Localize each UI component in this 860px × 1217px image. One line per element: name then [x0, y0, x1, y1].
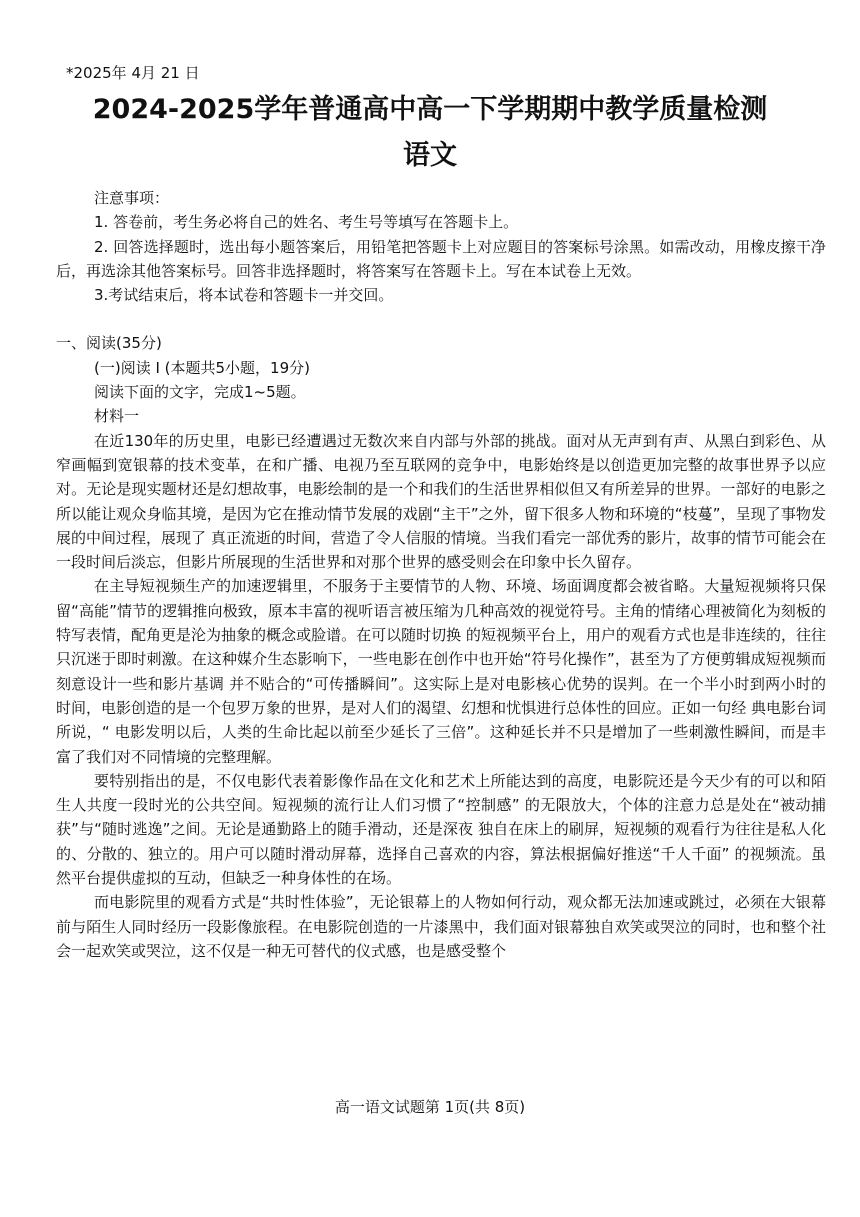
exam-date: *2025年 4月 21 日: [66, 64, 200, 82]
material-label: 材料一: [94, 407, 140, 426]
passage-paragraph: 而电影院里的观看方式是“共时性体验”，无论银幕上的人物如何行动，观众都无法加速或跳过，必须在大银幕前与陌生人同时经历一段影像旅程。在电影院创造的一片漆黑中，我们面对银幕独自欢笑或哭泣的同时，也和整个社会一起欢笑或哭泣，这不仅是一种无可替代的仪式感，也是感受整个: [56, 893, 826, 960]
section-instruction: 阅读下面的文字，完成1~5题。: [94, 383, 306, 402]
passage-paragraph: 在主导短视频生产的加速逻辑里，不服务于主要情节的人物、环境、场面调度都会被省略。大量短视频将只保留“高能”情节的逻辑推向极致，原本丰富的视听语言被压缩为几种高效的视觉符号。主角的情绪心理被简化为刻板的特写表情，配角更是沦为抽象的概念或脸谱。在可以随时切换 的短视频平台上，用户的观看方式也是非连续的，往往只沉迷于即时刺激。在这种媒介生态影响下，一些电影在创作中也开始“符号化操作”，甚至为了方便剪辑成短视频而刻意设计一些和影片基调 并不贴合的“可传播瞬间”。这实际上是对电影核心优势的误判。在一个半小时到两小时的时间，电影创造的是一个包罗万象的世界，是对人们的渴望、幻想和忧惧进行总体性的回应。正如一句经 典电影台词所说，“ 电影发明以后，人类的生命比起以前至少延长了三倍”。这种延长并不只是增加了一些刺激性瞬间，而是丰富了我们对不同情境的完整理解。: [56, 577, 826, 766]
page-footer: 高一语文试题第 1页(共 8页): [334, 1098, 526, 1116]
passage-paragraph: 在近130年的历史里，电影已经遭遇过无数次来自内部与外部的挑战。面对从无声到有声、从黑白到彩色、从窄画幅到宽银幕的技术变革，在和广播、电视乃至互联网的竞争中，电影始终是以创造更加完整的故事世界予以应对。无论是现实题材还是幻想故事，电影绘制的是一个和我们的生活世界相似但又有所差异的世界。一部好的电影之所以能让观众身临其境，是因为它在推动情节发展的戏剧“主干”之外，留下很多人物和环境的“枝蔓”，呈现了事物发展的中间过程，展现了 真正流逝的时间，营造了令人信服的情境。当我们看完一部优秀的影片，故事的情节可能会在一段时间后淡忘，但影片所展现的生活世界和对那个世界的感受则会在印象中长久留存。: [56, 431, 826, 572]
exam-body: [56, 186, 826, 963]
note-item: 2. 回答选择题时，选出每小题答案后，用铅笔把答题卡上对应题目的答案标号涂黑。如需改动，用橡皮擦干净后，再选涂其他答案标号。回答非选择题时，将答案写在答题卡上。写在本试卷上无效。: [56, 237, 826, 280]
exam-title: 2024-2025学年普通高中高一下学期期中教学质量检测: [92, 94, 768, 125]
note-item: 1. 答卷前，考生务必将自己的姓名、考生号等填写在答题卡上。: [94, 213, 519, 232]
spacer: [56, 307, 826, 331]
passage-paragraph: 要特别指出的是，不仅电影代表着影像作品在文化和艺术上所能达到的高度，电影院还是今天少有的可以和陌生人共度一段时光的公共空间。短视频的流行让人们习惯了“控制感” 的无限放大，个体的注意力总是处在“被动捕获”与“随时逃逸”之间。无论是通勤路上的随手滑动，还是深夜 独自在床上的刷屏，短视频的观看行为往往是私人化的、分散的、独立的。用户可以随时滑动屏幕，选择自己喜欢的内容，算法根据偏好推送“千人千面” 的视频流。虽然平台提供虚拟的互动，但缺乏一种身体性的在场。: [56, 771, 826, 888]
note-item: 3.考试结束后，将本试卷和答题卡一并交回。: [94, 286, 394, 305]
exam-subject: 语文: [403, 140, 457, 171]
notes-heading: 注意事项：: [94, 189, 170, 207]
section-heading: 一、阅读(35分): [56, 334, 162, 353]
section-subheading: (一)阅读 I (本题共5小题，19分): [94, 358, 310, 377]
